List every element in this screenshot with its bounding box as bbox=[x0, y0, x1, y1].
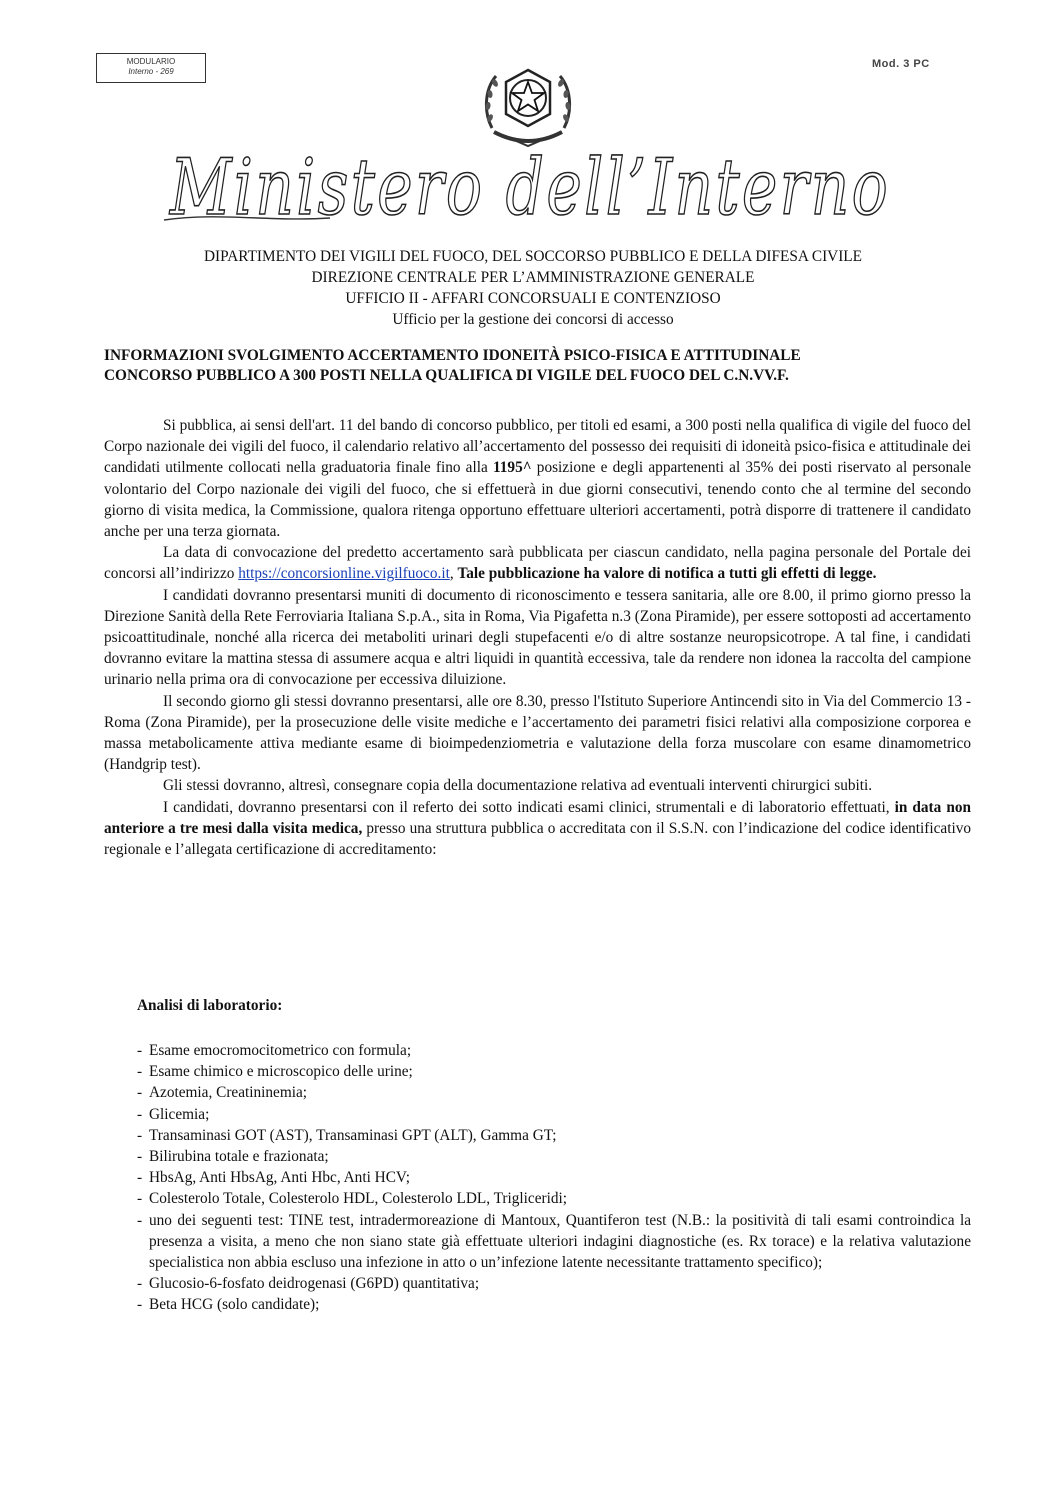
list-item: - uno dei seguenti test: TINE test, intradermoreazione di Mantoux, Quantiferon test (N.B.: la positività di tali esami controindica la presenza a visita, a meno che non siano state già effettuate ulteriori indagini diagnostiche (es. Rx torace) e la relativa valutazione specialistica non abbia escluso una infezione in atto o un’infezione latente necessitante trattamento specifico); bbox=[137, 1210, 971, 1274]
paragraph-first-day: I candidati dovranno presentarsi muniti di documento di riconoscimento e tessera sanitaria, alle ore 8.00, il primo giorno presso la Direzione Sanità della Rete Ferroviaria Italiana S.p.A., sita in Roma, Via Pigafetta n.3 (Zona Piramide), per essere sottoposti ad accertamento psicoattitudinale, nonché alla ricerca dei metaboliti urinari degli stupefacenti e/o di altre sostanze neuropsicotrope. A tal fine, i candidati dovranno evitare la mattina stessa di assumere acqua e altri liquidi in quantità eccessiva, tale da rendere non idonea la raccolta del campione urinario nella prima ora di convocazione per eccessiva diluizione. bbox=[104, 586, 971, 689]
list-item: - Glucosio-6-fosfato deidrogenasi (G6PD) quantitativa; bbox=[137, 1273, 971, 1294]
title-line-2: CONCORSO PUBBLICO A 300 POSTI NELLA QUALIFICA DI VIGILE DEL FUOCO DEL C.N.VV.F. bbox=[104, 367, 789, 384]
list-item: - Glicemia; bbox=[137, 1104, 971, 1125]
header-line-directorate: DIREZIONE CENTRALE PER L’AMMINISTRAZIONE GENERALE bbox=[311, 269, 755, 286]
list-item: - Esame chimico e microscopico delle urine; bbox=[137, 1061, 971, 1082]
header-line-department: DIPARTIMENTO DEI VIGILI DEL FUOCO, DEL SOCCORSO PUBBLICO E DELLA DIFESA CIVILE bbox=[204, 248, 862, 265]
title-line-1: INFORMAZIONI SVOLGIMENTO ACCERTAMENTO IDONEITÀ PSICO-FISICA E ATTITUDINALE bbox=[104, 347, 801, 364]
portal-link[interactable]: https://concorsionline.vigilfuoco.it bbox=[238, 565, 450, 583]
paragraph-documentation: Gli stessi dovranno, altresì, consegnare copia della documentazione relativa ad eventuali interventi chirurgici subiti. bbox=[163, 777, 873, 795]
ministry-name-text: Ministero dell’Interno bbox=[168, 143, 891, 233]
list-item: - Bilirubina totale e frazionata; bbox=[137, 1146, 971, 1167]
paragraph-calendar: Si pubblica, ai sensi dell'art. 11 del bando di concorso pubblico, per titoli ed esami, a 300 posti nella qualifica di vigile del fuoco del Corpo nazionale dei vigili del fuoco, il calendario relativo all’accertamento del possesso dei requisiti di idoneità psico-fisica e attitudinale dei candidati utilmente collocati nella graduatoria finale fino alla 1195^ posizione e degli appartenenti al 35% dei posti riservato al personale volontario del Corpo nazionale dei vigili del fuoco, che si effettuerà in due giorni consecutivi, tenendo conto che al termine del secondo giorno di visita medica, la Commissione, qualora ritenga opportuno effettuare ulteriori accertamenti, potrà disporre di trattenere il candidato anche per una terza giornata. bbox=[104, 417, 971, 541]
form-code-box-line2: Interno - 269 bbox=[128, 67, 174, 76]
list-item: - Beta HCG (solo candidate); bbox=[137, 1294, 971, 1315]
document-body bbox=[104, 415, 971, 860]
paragraph-second-day: Il secondo giorno gli stessi dovranno presentarsi, alle ore 8.30, presso l'Istituto Superiore Antincendi sito in Via del Commercio 13 - Roma (Zona Piramide), per la prosecuzione delle visite mediche e l’accertamento dei parametri fisici relativi alla composizione corporea e massa metabolicamente attiva mediante esame di bioimpedenziometria e valutazione della forza muscolare con esame dinamometrico (Handgrip test). bbox=[104, 692, 971, 774]
list-item: - Colesterolo Totale, Colesterolo HDL, Colesterolo LDL, Trigliceridi; bbox=[137, 1188, 971, 1209]
paragraph-medical-reports: I candidati, dovranno presentarsi con il referto dei sotto indicati esami clinici, strumentali e di laboratorio effettuati, in data non anteriore a tre mesi dalla visita medica, presso una struttura pubblica o accreditata con il S.S.N. con l’indicazione del codice identificativo regionale e l’allegata certificazione di accreditamento: bbox=[104, 798, 972, 859]
list-item: - HbsAg, Anti HbsAg, Anti Hbc, Anti HCV; bbox=[137, 1167, 971, 1188]
form-code-box-line1: MODULARIO bbox=[126, 57, 176, 66]
list-item: - Transaminasi GOT (AST), Transaminasi GPT (ALT), Gamma GT; bbox=[137, 1125, 971, 1146]
lab-analysis-heading: Analisi di laboratorio: bbox=[137, 997, 283, 1014]
header-line-unit: Ufficio per la gestione dei concorsi di accesso bbox=[392, 311, 674, 328]
lab-analysis-list bbox=[137, 1040, 971, 1316]
list-item: - Esame emocromocitometrico con formula; bbox=[137, 1040, 971, 1061]
form-code-box bbox=[96, 53, 206, 83]
document-title bbox=[104, 346, 974, 386]
ministry-name-script bbox=[160, 142, 900, 242]
paragraph-convocation: La data di convocazione del predetto accertamento sarà pubblicata per ciascun candidato, nella pagina personale del Portale dei concorsi all’indirizzo https://concorsionline.vigilfuoco.it, Tale pubblicazione ha valore di notifica a tutti gli effetti di legge. bbox=[104, 544, 971, 583]
department-header bbox=[60, 246, 1006, 330]
header-line-office: UFFICIO II - AFFARI CONCORSUALI E CONTENZIOSO bbox=[345, 290, 721, 307]
list-item: - Azotemia, Creatininemia; bbox=[137, 1082, 971, 1103]
form-model-code: Mod. 3 PC bbox=[872, 58, 930, 70]
